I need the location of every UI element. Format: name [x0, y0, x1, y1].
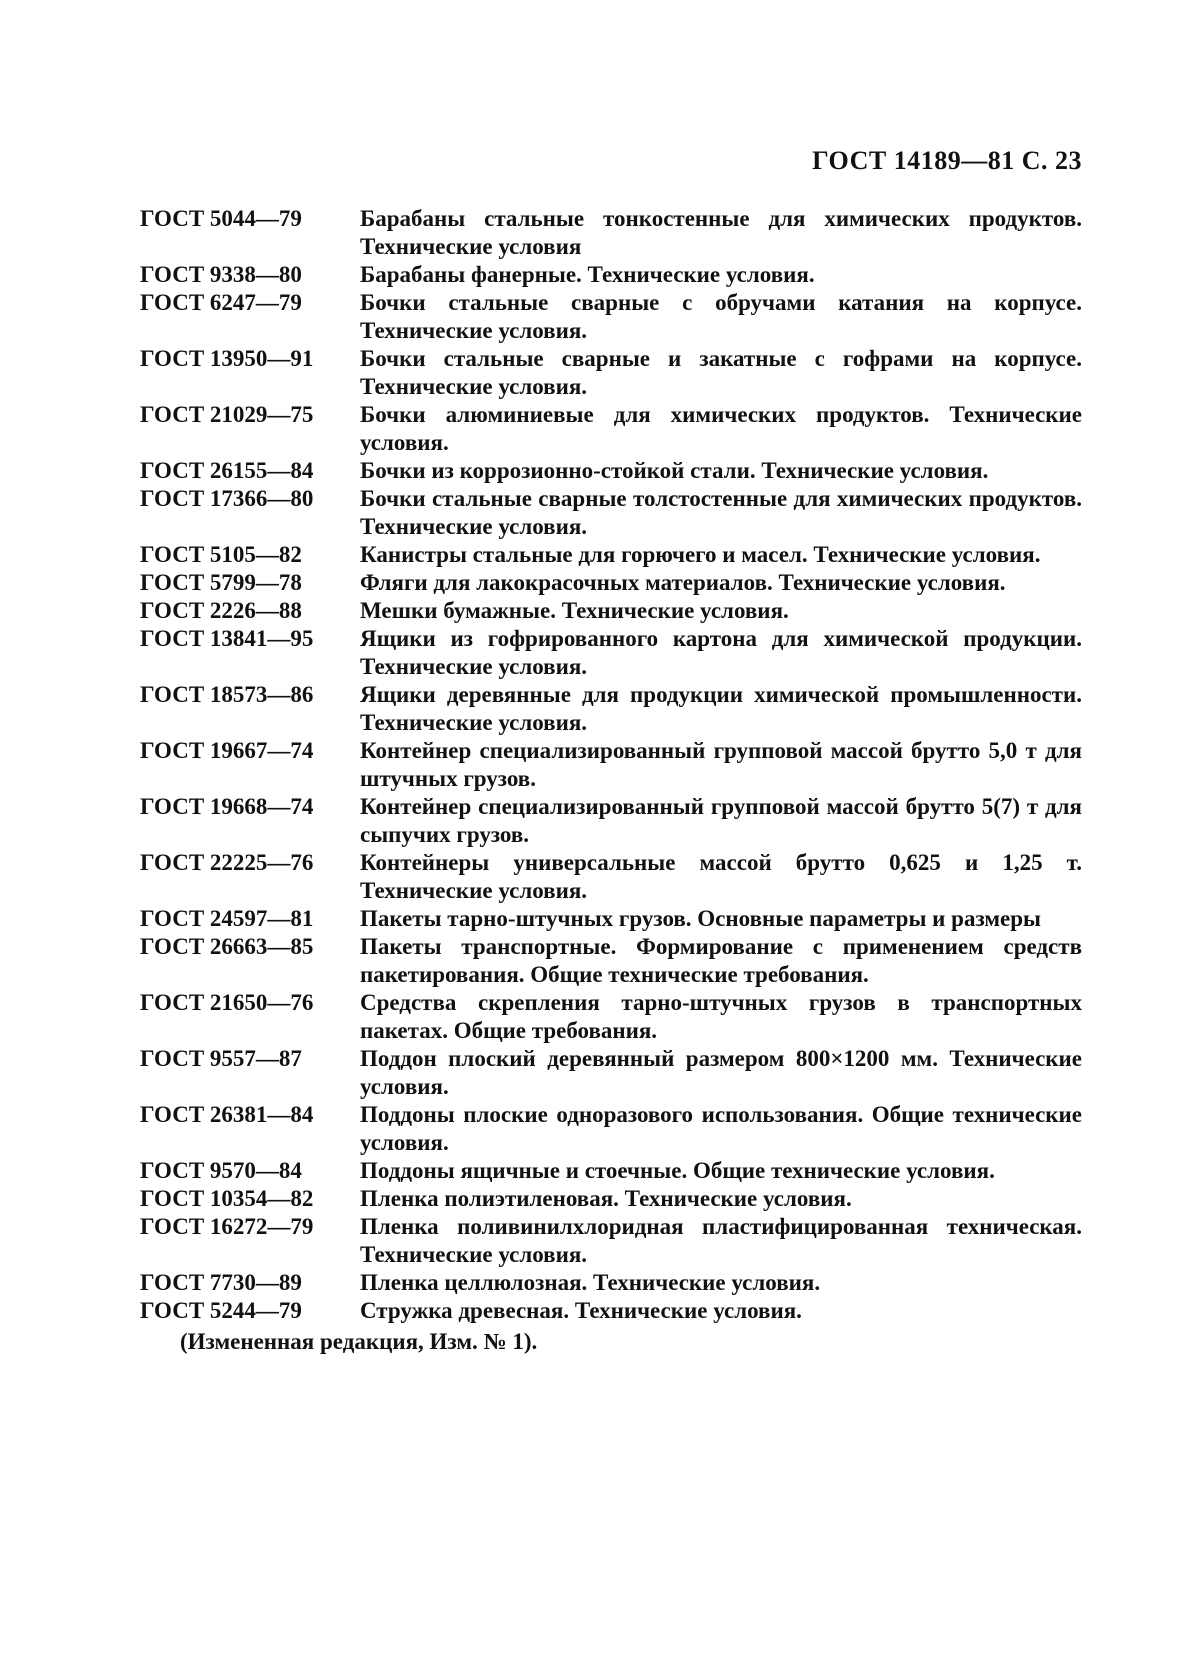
reference-code: ГОСТ 2226—88	[140, 598, 302, 623]
reference-title: Контейнер специализированный групповой массой брутто 5,0 т для штучных грузов.	[360, 738, 1082, 791]
reference-title: Ящики деревянные для продукции химической промышленности. Технические условия.	[360, 682, 1082, 735]
reference-code: ГОСТ 10354—82	[140, 1186, 314, 1211]
reference-row	[140, 793, 1082, 849]
reference-row	[140, 345, 1082, 401]
reference-title: Мешки бумажные. Технические условия.	[360, 598, 789, 623]
reference-title: Контейнеры универсальные массой брутто 0,625 и 1,25 т. Технические условия.	[360, 850, 1082, 903]
page-header: ГОСТ 14189—81 С. 23	[812, 146, 1082, 175]
reference-title: Барабаны фанерные. Технические условия.	[360, 262, 815, 287]
reference-row	[140, 1045, 1082, 1101]
reference-row	[140, 1269, 1082, 1297]
reference-code: ГОСТ 21650—76	[140, 990, 314, 1015]
reference-row	[140, 1213, 1082, 1269]
reference-code: ГОСТ 13841—95	[140, 626, 314, 651]
reference-code: ГОСТ 5105—82	[140, 542, 302, 567]
reference-code: ГОСТ 9338—80	[140, 262, 302, 287]
reference-code: ГОСТ 19667—74	[140, 738, 314, 763]
reference-row	[140, 597, 1082, 625]
reference-title: Стружка древесная. Технические условия.	[360, 1298, 802, 1323]
reference-row	[140, 1101, 1082, 1157]
reference-code: ГОСТ 6247—79	[140, 290, 302, 315]
reference-row	[140, 1157, 1082, 1185]
reference-row	[140, 401, 1082, 457]
amendment-note: (Измененная редакция, Изм. № 1).	[180, 1329, 538, 1354]
reference-title: Контейнер специализированный групповой массой брутто 5(7) т для сыпучих грузов.	[360, 794, 1082, 847]
reference-list	[140, 205, 1082, 1325]
reference-title: Средства скрепления тарно-штучных грузов в транспортных пакетах. Общие требования.	[360, 990, 1082, 1043]
reference-code: ГОСТ 7730—89	[140, 1270, 302, 1295]
reference-row	[140, 1297, 1082, 1325]
reference-row	[140, 905, 1082, 933]
reference-code: ГОСТ 9557—87	[140, 1046, 302, 1071]
reference-code: ГОСТ 22225—76	[140, 850, 314, 875]
reference-code: ГОСТ 16272—79	[140, 1214, 314, 1239]
reference-code: ГОСТ 19668—74	[140, 794, 314, 819]
reference-title: Ящики из гофрированного картона для химической продукции. Технические условия.	[360, 626, 1082, 679]
reference-row	[140, 681, 1082, 737]
reference-row	[140, 261, 1082, 289]
reference-title: Бочки стальные сварные с обручами катания на корпусе. Технические условия.	[360, 290, 1082, 343]
reference-row	[140, 625, 1082, 681]
reference-title: Фляги для лакокрасочных материалов. Технические условия.	[360, 570, 1006, 595]
reference-title: Пакеты транспортные. Формирование с применением средств пакетирования. Общие технические требования.	[360, 934, 1082, 987]
reference-title: Бочки алюминиевые для химических продуктов. Технические условия.	[360, 402, 1082, 455]
reference-code: ГОСТ 21029—75	[140, 402, 314, 427]
reference-code: ГОСТ 5044—79	[140, 206, 302, 231]
reference-title: Бочки стальные сварные толстостенные для химических продуктов. Технические условия.	[360, 486, 1082, 539]
reference-title: Барабаны стальные тонкостенные для химических продуктов. Технические условия	[360, 206, 1082, 259]
reference-row	[140, 289, 1082, 345]
reference-row	[140, 569, 1082, 597]
reference-code: ГОСТ 26381—84	[140, 1102, 314, 1127]
reference-row	[140, 989, 1082, 1045]
reference-code: ГОСТ 13950—91	[140, 346, 314, 371]
reference-title: Поддоны ящичные и стоечные. Общие технические условия.	[360, 1158, 995, 1183]
reference-title: Бочки из коррозионно-стойкой стали. Технические условия.	[360, 458, 989, 483]
reference-title: Поддоны плоские одноразового использования. Общие технические условия.	[360, 1102, 1082, 1155]
reference-row	[140, 485, 1082, 541]
reference-row	[140, 457, 1082, 485]
reference-code: ГОСТ 26155—84	[140, 458, 314, 483]
reference-row	[140, 933, 1082, 989]
reference-row	[140, 1185, 1082, 1213]
reference-code: ГОСТ 5244—79	[140, 1298, 302, 1323]
reference-code: ГОСТ 5799—78	[140, 570, 302, 595]
reference-code: ГОСТ 17366—80	[140, 486, 314, 511]
reference-title: Поддон плоский деревянный размером 800×1200 мм. Технические условия.	[360, 1046, 1082, 1099]
reference-row	[140, 205, 1082, 261]
reference-title: Бочки стальные сварные и закатные с гофрами на корпусе. Технические условия.	[360, 346, 1082, 399]
reference-title: Пакеты тарно-штучных грузов. Основные параметры и размеры	[360, 906, 1041, 931]
reference-code: ГОСТ 9570—84	[140, 1158, 302, 1183]
reference-code: ГОСТ 18573—86	[140, 682, 314, 707]
reference-title: Пленка поливинилхлоридная пластифицированная техническая. Технические условия.	[360, 1214, 1082, 1267]
reference-code: ГОСТ 26663—85	[140, 934, 314, 959]
reference-title: Канистры стальные для горючего и масел. Технические условия.	[360, 542, 1041, 567]
reference-code: ГОСТ 24597—81	[140, 906, 314, 931]
reference-title: Пленка полиэтиленовая. Технические условия.	[360, 1186, 852, 1211]
reference-row	[140, 849, 1082, 905]
reference-title: Пленка целлюлозная. Технические условия.	[360, 1270, 821, 1295]
reference-row	[140, 541, 1082, 569]
reference-row	[140, 737, 1082, 793]
